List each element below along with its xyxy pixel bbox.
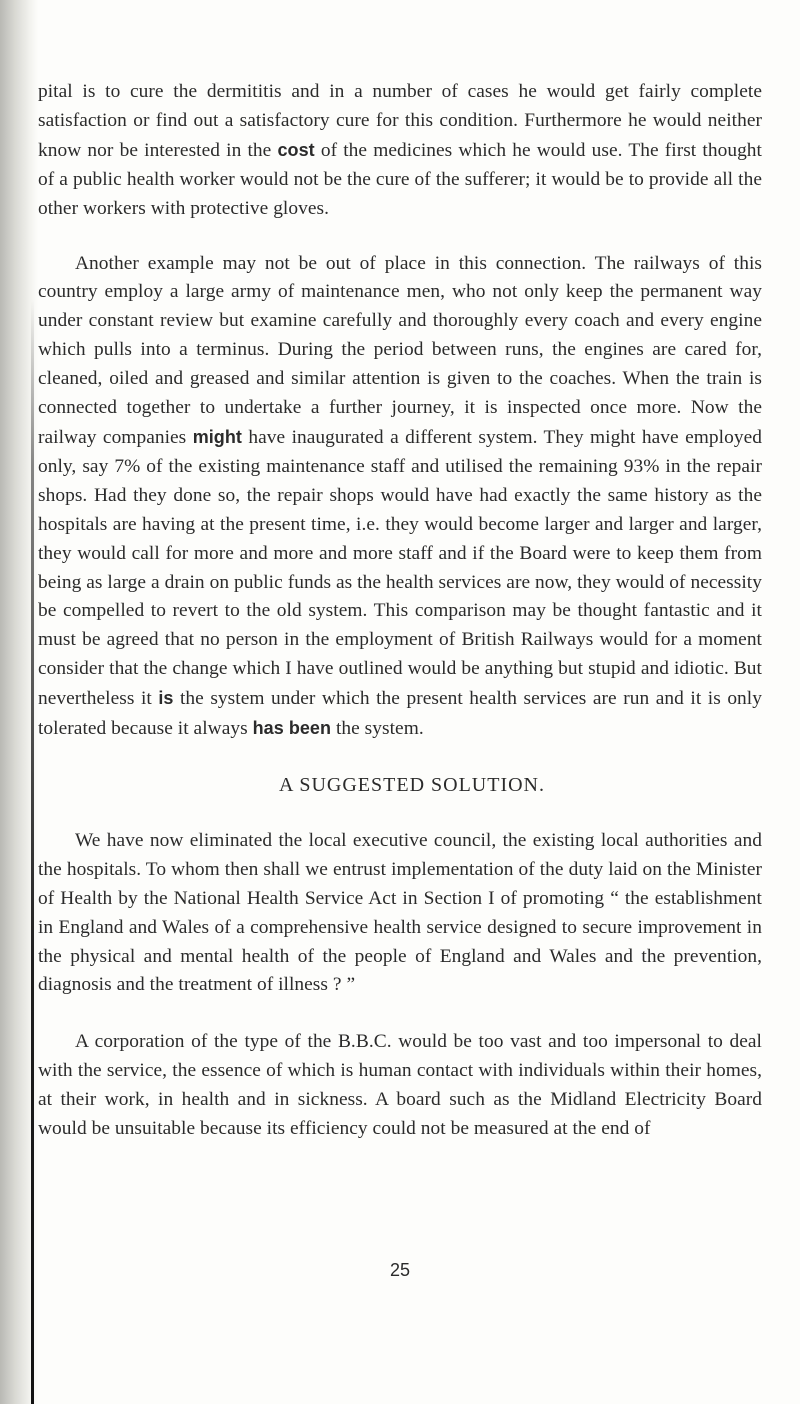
paragraph-suggested-solution: We have now eliminated the local executive council, the existing local authorities and the hospitals. To whom then shall we entrust implementation of the duty laid on the Minister of Health by the National Health Service Act in Section I of promoting “ the establishment in England and Wales of a comprehensive health service designed to secure improvement in the physical and mental health of the people of England and Wales and the prevention, diagnosis and the treatment of illness ? ” [38, 829, 762, 996]
paragraph-text: have inaugurated a different system. They might have employed only, say 7% of the existing maintenance staff and utilised the remaining 93% in the repair shops. Had they done so, the repair shops would have had exactly the same history as the hospitals are having at the present time, i.e. they would become larger and larger and larger, they would call for more and more and more staff and if the Board were to keep them from being as large a drain on public funds as the health services are now, they would of necessity be compelled to revert to the old system. This comparison may be thought fantastic and it must be agreed that no person in the employment of British Railways would for a moment consider that the change which I have outlined would be anything but stupid and idiotic. But nevertheless it [38, 426, 762, 710]
paragraph-gap [38, 224, 762, 250]
emphasis-is: is [158, 688, 174, 709]
paragraph-text: the system. [331, 718, 424, 740]
paragraph-text: Another example may not be out of place in this connection. The railways of this country employ a large army of maintenance men, who not only keep the permanent way under constant review but examine carefully and thoroughly every coach and every engine which pulls into a terminus. During the period between runs, the engines are cared for, cleaned, oiled and greased and similar attention is given to the coaches. When the train is connected together to undertake a further journey, it is inspected once more. Now the railway companies [38, 252, 762, 448]
document-page [38, 78, 762, 1144]
emphasis-has-been: has been [252, 718, 332, 739]
paragraph-gap [38, 799, 762, 827]
paragraph-gap [38, 744, 762, 771]
paragraph-corporation: A corporation of the type of the B.B.C. would be too vast and too impersonal to deal with the service, the essence of which is human contact with individuals within their homes, at their work, in health and in sickness. A board such as the Midland Electricity Board would be unsuitable because its efficiency could not be measured at the end of [38, 1031, 762, 1140]
paragraph-railways [38, 250, 762, 744]
page-number: 25 [389, 1260, 411, 1280]
paragraph-text: pital is to cure the dermititis and in a number of cases he would get fairly complete satisfaction or find out a satisfactory cure for this condition. Furthermore he would neither know nor be interested in the [38, 81, 762, 161]
page-binding-edge [31, 300, 34, 1404]
section-heading: A SUGGESTED SOLUTION. [279, 773, 545, 796]
paragraph-gap [38, 1000, 762, 1028]
paragraph-text: the system under which the present health services are run and it is only tolerated because it always [38, 688, 762, 740]
paragraph-dermatitis [38, 78, 762, 224]
emphasis-might: might [192, 426, 242, 447]
paragraph-text: of the medicines which he would use. The first thought of a public health worker would not be the cure of the sufferer; it would be to provide all the other workers with protective gloves. [38, 139, 762, 219]
emphasis-cost: cost [277, 139, 315, 160]
